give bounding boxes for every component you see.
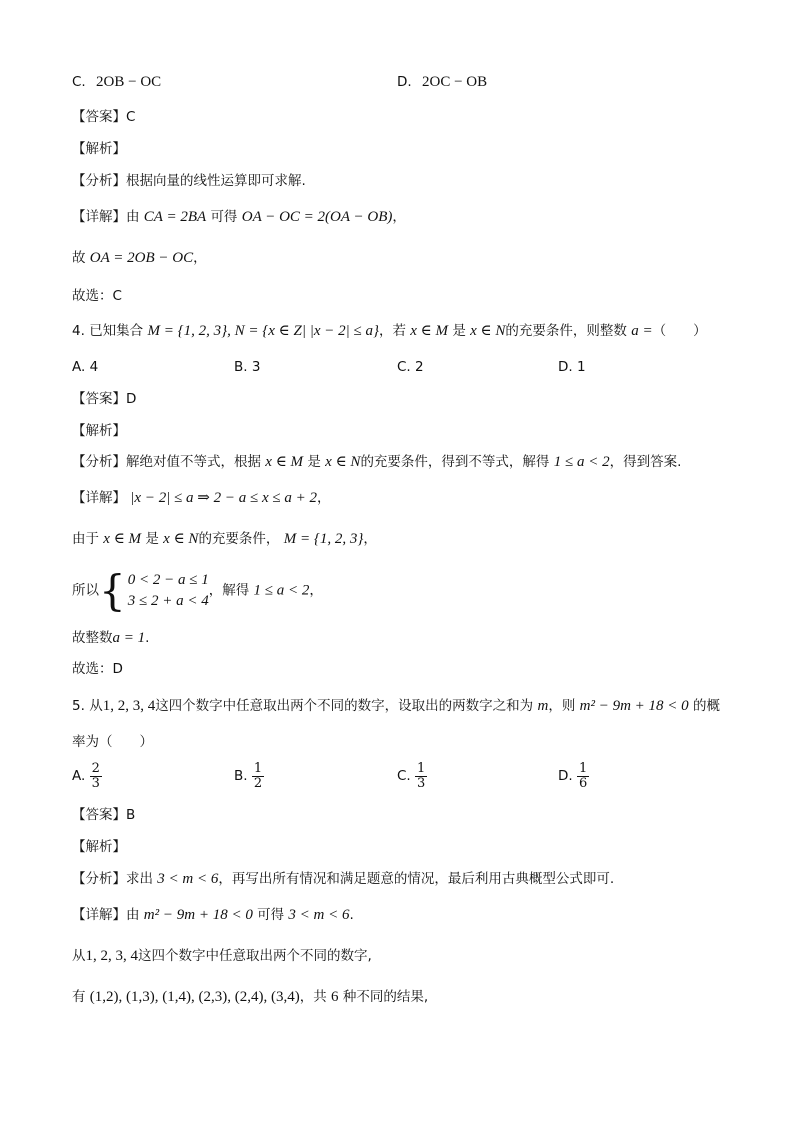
q5-from: 从1, 2, 3, 4这四个数字中任意取出两个不同的数字,: [72, 948, 372, 964]
q4-abs-inequality: |x − 2| ≤ a ⇒ 2 − a ≤ x ≤ a + 2: [130, 490, 317, 506]
q4-inequality-system: { 0 < 2 − a ≤ 1 3 ≤ 2 + a < 4: [99, 566, 209, 615]
q5-answer: 【答案】B: [72, 807, 136, 823]
q5-option-c-fraction: $\frac{1}{3}$: [417, 761, 426, 791]
q3-eq-oa-oc: OA − OC = 2(OA − OB): [241, 209, 393, 225]
q4-stem: 4. 已知集合 M = {1, 2, 3}, N = {x ∈ Z| |x − 2| ≤ a}，若 x ∈ M 是 x ∈ N的充要条件，则整数 a =（ ）: [72, 323, 707, 339]
q5-option-b-fraction: $\frac{1}{2}$: [253, 761, 263, 791]
q3-option-c: C. 2OB − OC: [72, 74, 162, 90]
q3-option-d: D. 2OC − OB: [397, 74, 488, 90]
q4-option-c: C. 2: [397, 359, 424, 375]
q3-eq-ca-ba: CA = 2BA: [143, 209, 207, 225]
q5-have: 有 (1,2), (1,3), (1,4), (2,3), (2,4), (3,4)，共 6 种不同的结果,: [72, 989, 429, 1005]
q5-stem-line2: 率为（ ）: [72, 734, 153, 750]
q5-option-a: A. $\frac{2}{3}$: [72, 761, 100, 791]
q5-fenxi: 【分析】求出 3 < m < 6，再写出所有情况和满足题意的情况，最后利用古典概型公式即可.: [72, 871, 615, 887]
q5-pairs: (1,2), (1,3), (1,4), (2,3), (2,4), (3,4): [89, 989, 300, 1005]
q3-fenxi: 【分析】根据向量的线性运算即可求解.: [72, 173, 306, 189]
q3-option-d-expr: 2OC − OB: [421, 74, 488, 90]
q4-option-b: B. 3: [234, 359, 261, 375]
left-brace-icon: {: [99, 566, 126, 615]
q4-analysis-heading: 【解析】: [72, 423, 126, 439]
q4-since: 由于 x ∈ M 是 x ∈ N的充要条件， M = {1, 2, 3}，: [72, 531, 377, 547]
q5-option-c: C. $\frac{1}{3}$: [397, 761, 426, 791]
q5-analysis-heading: 【解析】: [72, 839, 126, 855]
q5-option-b: B. $\frac{1}{2}$: [234, 761, 263, 791]
q4-xiangjie: 【详解】 |x − 2| ≤ a ⇒ 2 − a ≤ x ≤ a + 2，: [72, 490, 331, 506]
q4-answer: 【答案】D: [72, 391, 137, 407]
q3-eq-oa: OA = 2OB − OC: [89, 250, 194, 266]
q5-stem: 5. 从1, 2, 3, 4这四个数字中任意取出两个不同的数字，设取出的两数字之和为 m，则 m² − 9m + 18 < 0 的概: [72, 698, 720, 714]
q5-xiangjie: 【详解】由 m² − 9m + 18 < 0 可得 3 < m < 6.: [72, 907, 354, 923]
q4-option-d: D. 1: [558, 359, 586, 375]
q5-option-d: D. $\frac{1}{6}$: [558, 761, 588, 791]
q5-inequality: m² − 9m + 18 < 0: [579, 698, 689, 714]
q5-option-a-fraction: $\frac{2}{3}$: [91, 761, 100, 791]
q3-conclusion: 故选：C: [72, 288, 122, 304]
q3-analysis-heading: 【解析】: [72, 141, 126, 157]
q3-option-c-expr: 2OB − OC: [96, 74, 162, 90]
q3-therefore: 故 OA = 2OB − OC，: [72, 250, 207, 266]
q4-fenxi: 【分析】解绝对值不等式，根据 x ∈ M 是 x ∈ N的充要条件，得到不等式，解得 1 ≤ a < 2，得到答案.: [72, 454, 682, 470]
q4-set-definitions: M = {1, 2, 3}, N = {x ∈ Z| |x − 2| ≤ a}: [147, 323, 379, 339]
q4-so: 所以 { 0 < 2 − a ≤ 1 3 ≤ 2 + a < 4 ，解得 1 ≤ a < 2，: [72, 566, 323, 615]
q3-answer: 【答案】C: [72, 109, 136, 125]
q5-option-d-fraction: $\frac{1}{6}$: [578, 761, 588, 791]
q4-option-a: A. 4: [72, 359, 99, 375]
q3-xiangjie: 【详解】由 CA = 2BA 可得 OA − OC = 2(OA − OB)，: [72, 209, 406, 225]
q4-conclusion: 故选：D: [72, 661, 123, 677]
q4-integer: 故整数a = 1.: [72, 630, 150, 646]
